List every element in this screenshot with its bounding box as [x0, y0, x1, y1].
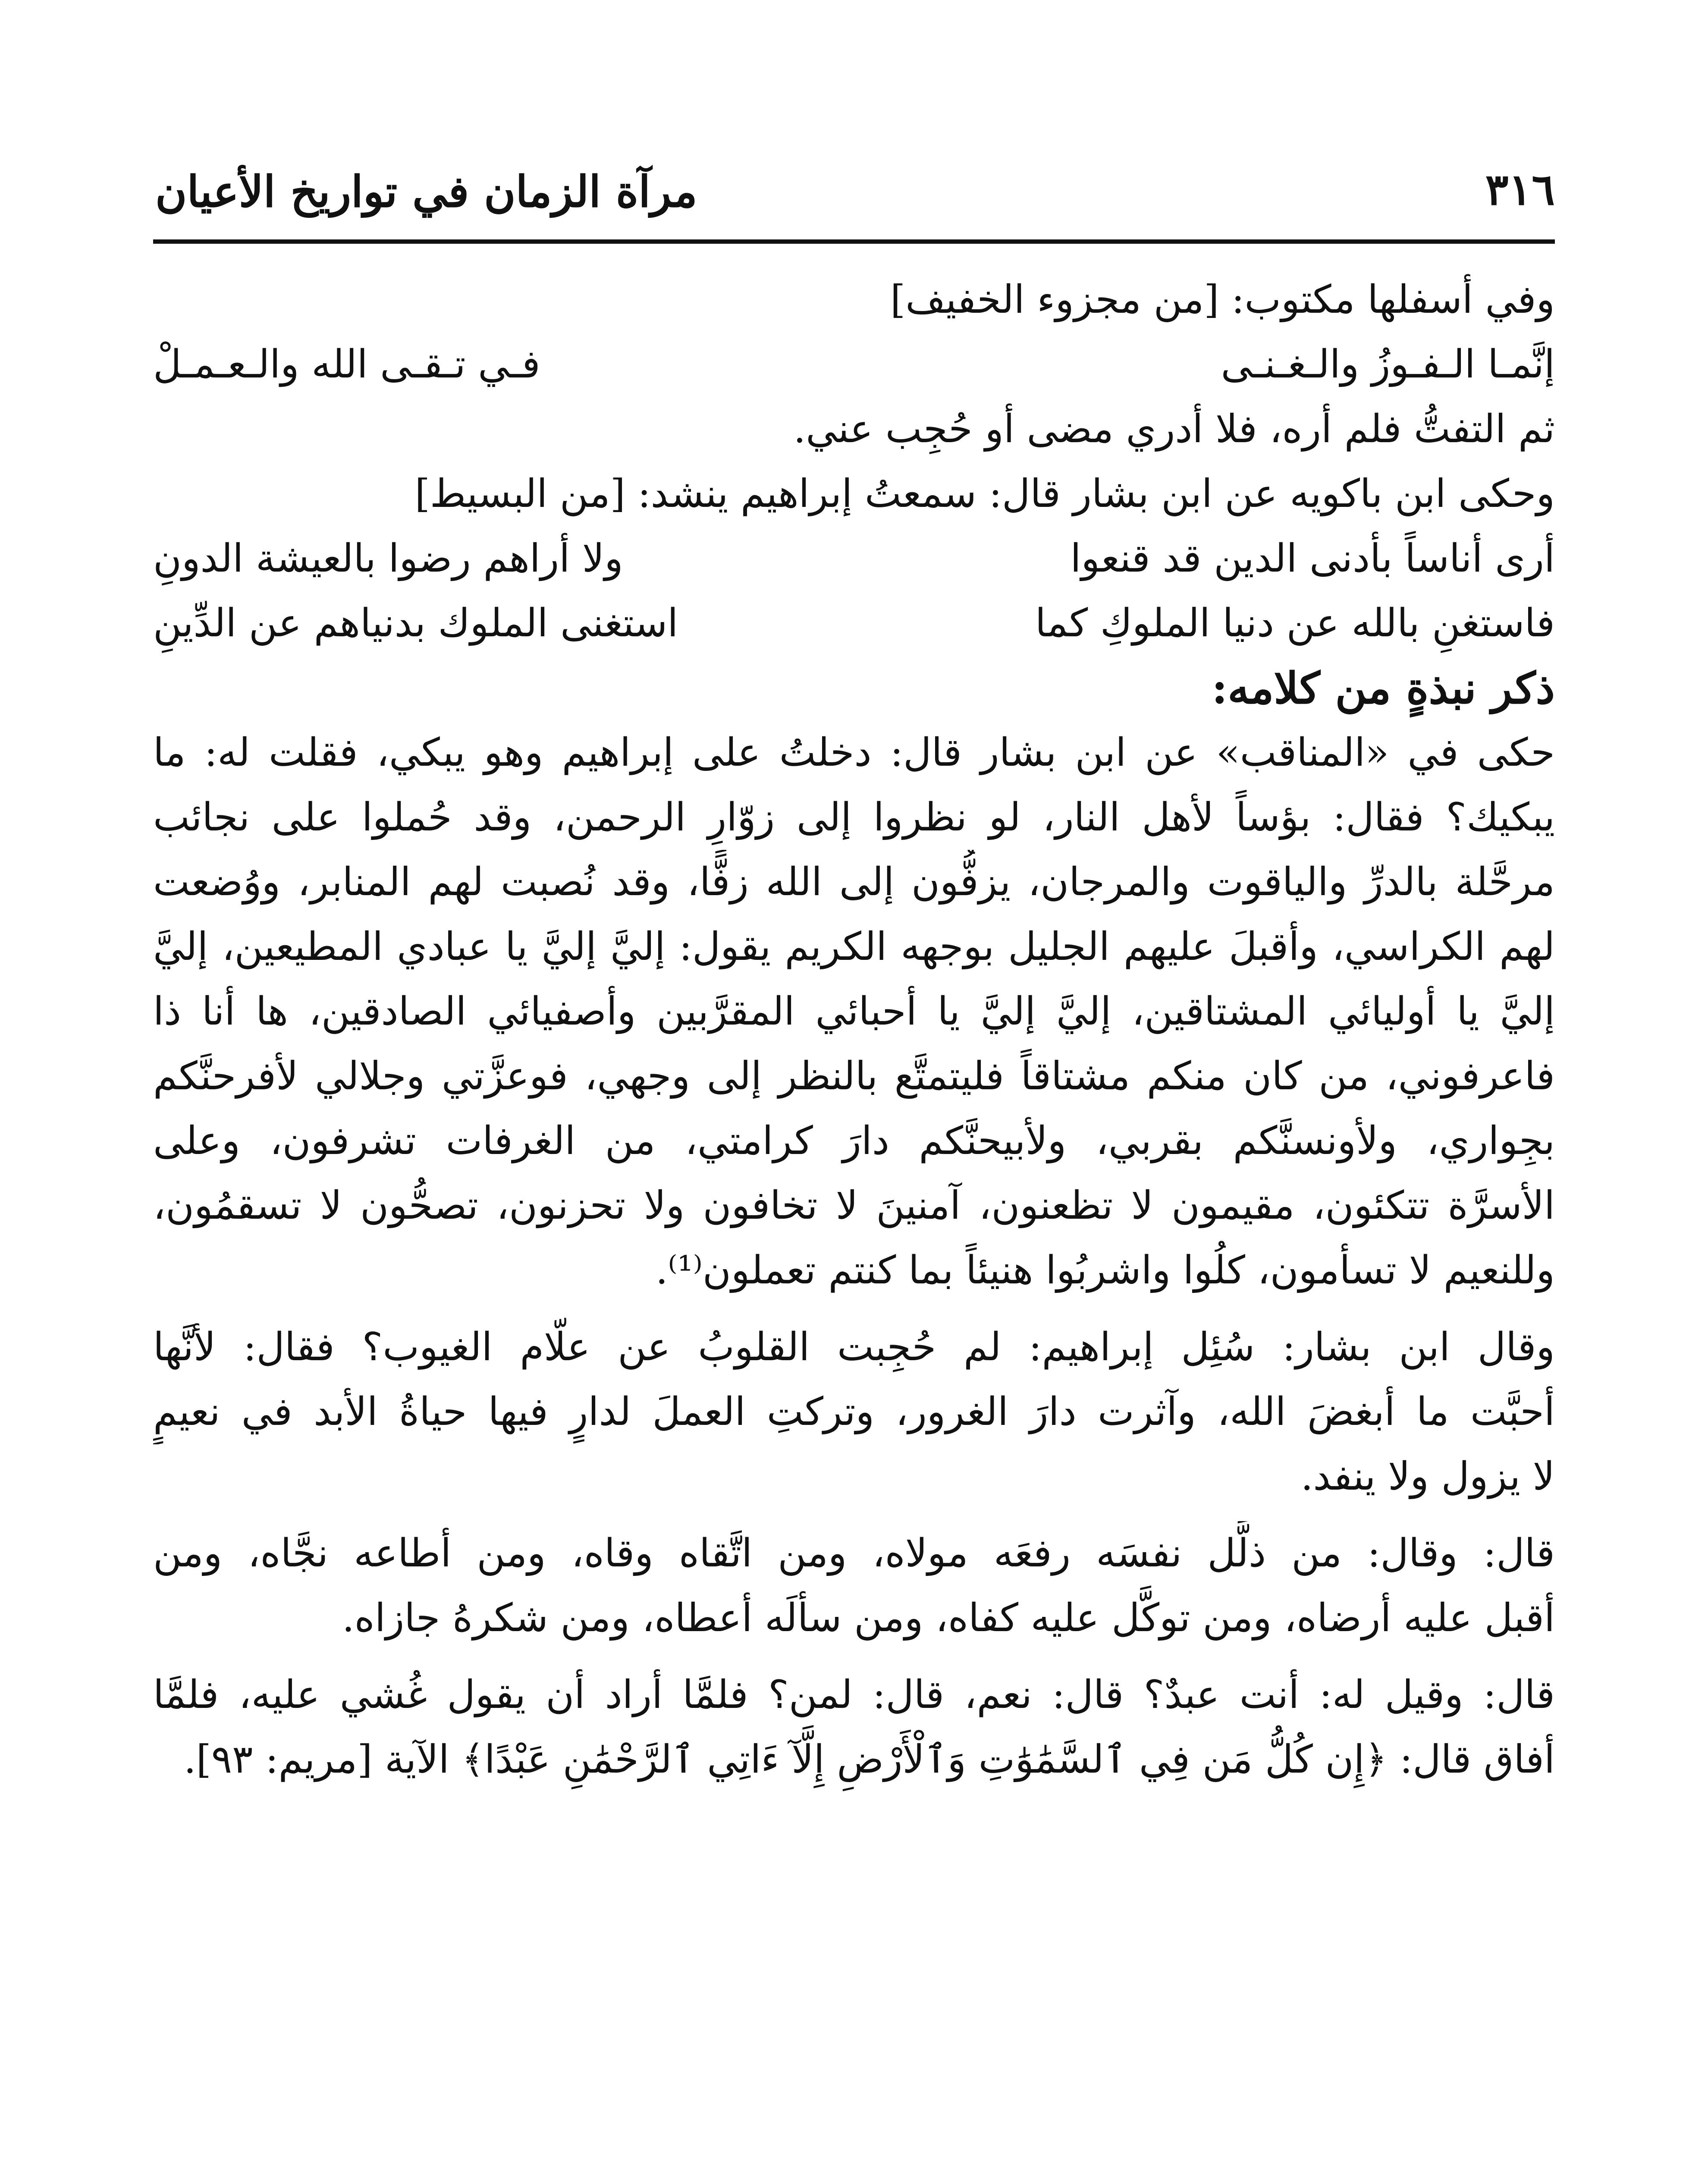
text-line: يبكيك؟ فقال: بؤساً لأهل النار، لو نظروا إلى زوّارِ الرحمن، وقد حُملوا على نجائب: [153, 795, 1555, 840]
poem-verse: [153, 591, 1555, 656]
text-line: لا يزول ولا ينفد.: [1300, 1454, 1555, 1499]
text-line: قال: وقال: من ذلَّل نفسَه رفعَه مولاه، ومن اتَّقاه وقاه، ومن أطاعه نجَّاه، ومن: [153, 1531, 1555, 1576]
verse-second-hemistich: فـي تـقـى الله والـعـمـلْ: [153, 342, 540, 387]
text-line: وللنعيم لا تسأمون، كلُوا واشربُوا هنيئاً بما كنتم تعملون⁽¹⁾.: [655, 1248, 1555, 1293]
verse-second-hemistich: ولا أراهم رضوا بالعيشة الدونِ: [153, 536, 623, 581]
page-number: ٣١٦: [1485, 164, 1555, 215]
text-line: قال: وقيل له: أنت عبدٌ؟ قال: نعم، قال: لمن؟ فلمَّا أراد أن يقول غُشي عليه، فلمَّا: [153, 1672, 1555, 1717]
text-line: ثم التفتُّ فلم أره، فلا أدري مضى أو حُجِب عني.: [793, 406, 1555, 452]
verse-first-hemistich: إنَّمـا الـفـوزُ والـغـنـى: [1221, 342, 1555, 387]
text-line: أقبل عليه أرضاه، ومن توكَّل عليه كفاه، ومن سألَه أعطاه، ومن شكرهُ جازاه.: [342, 1595, 1555, 1641]
paragraph-gap: [153, 1509, 1555, 1521]
text-line: أفاق قال: ﴿إِن كُلُّ مَن فِي ٱلسَّمَٰوَٰتِ وَٱلْأَرْضِ إِلَّآ ءَاتِي ٱلرَّحْمَٰنِ عَبْدًا﴾ الآية [مريم: ٩٣].: [184, 1737, 1555, 1782]
text-line: مرحَّلة بالدرِّ والياقوت والمرجان، يزفُّون إلى الله زفًّا، وقد نُصبت لهم المنابر، ووُضعت: [153, 859, 1555, 905]
poem-verse: [153, 332, 1555, 397]
section-heading: ذكر نبذةٍ من كلامه:: [1212, 663, 1555, 714]
header-rule: [153, 239, 1555, 244]
text-line: لهم الكراسي، وأقبلَ عليهم الجليل بوجهه الكريم يقول: إليَّ إليَّ يا عبادي المطيعين، إليَّ: [153, 924, 1555, 969]
text-line: وقال ابن بشار: سُئِل إبراهيم: لم حُجِبت القلوبُ عن علّام الغيوب؟ فقال: لأنَّها: [153, 1324, 1555, 1370]
text-line: وحكى ابن باكويه عن ابن بشار قال: سمعتُ إبراهيم ينشد: [من البسيط]: [414, 471, 1555, 516]
text-line: حكى في «المناقب» عن ابن بشار قال: دخلتُ على إبراهيم وهو يبكي، فقلت له: ما: [153, 730, 1555, 775]
verse-second-hemistich: استغنى الملوك بدنياهم عن الدِّينِ: [153, 601, 678, 646]
text-line: وفي أسفلها مكتوب: [من مجزوء الخفيف]: [890, 277, 1555, 322]
text-line: أحبَّت ما أبغضَ الله، وآثرت دارَ الغرور، وتركتِ العملَ لدارٍ فيها حياةُ الأبد في نعيمٍ: [153, 1389, 1555, 1434]
verse-first-hemistich: أرى أناساً بأدنى الدين قد قنعوا: [1070, 536, 1555, 581]
text-line: إليَّ يا أوليائي المشتاقين، إليَّ إليَّ يا أحبائي المقرَّبين وأصفيائي الصادقين، ها أنا ذا: [153, 989, 1555, 1034]
text-line: الأسرَّة تتكئون، مقيمون لا تظعنون، آمنينَ لا تخافون ولا تحزنون، تصحُّون لا تسقمُون،: [153, 1183, 1555, 1228]
paragraph-gap: [153, 1651, 1555, 1663]
running-title: مرآة الزمان في تواريخ الأعيان: [155, 166, 697, 217]
text-line: فاعرفوني، من كان منكم مشتاقاً فليتمتَّع بالنظر إلى وجهي، فوعزَّتي وجلالي لأفرحنَّكم: [153, 1053, 1555, 1099]
page-body: [153, 267, 1555, 1792]
text-line: بجِواري، ولأونسنَّكم بقربي، ولأبيحنَّكم دارَ كرامتي، من الغرفات تشرفون، وعلى: [153, 1118, 1555, 1163]
paragraph-gap: [153, 1303, 1555, 1315]
poem-verse: [153, 526, 1555, 591]
verse-first-hemistich: فاستغنِ بالله عن دنيا الملوكِ كما: [1035, 601, 1555, 646]
